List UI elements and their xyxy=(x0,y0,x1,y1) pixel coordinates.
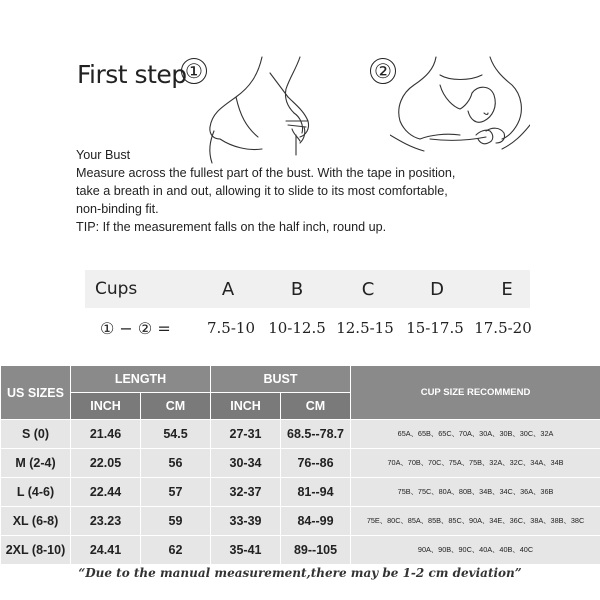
length-inch-cell: 22.44 xyxy=(71,478,141,507)
cup-letter: A xyxy=(221,278,235,300)
cup-letter: D xyxy=(430,278,444,300)
header-length-cm: CM xyxy=(141,393,211,420)
table-row xyxy=(1,536,600,565)
header-bust: BUST xyxy=(211,366,351,393)
step-2-marker: ② xyxy=(370,58,396,84)
length-cm-cell: 62 xyxy=(141,536,211,565)
cup-recommend-cell: 90A、90B、90C、40A、40B、40C xyxy=(351,536,600,565)
cup-letter: C xyxy=(361,278,375,300)
table-row xyxy=(1,478,600,507)
bust-cm-cell: 84--99 xyxy=(281,507,351,536)
cup-recommend-cell: 65A、65B、65C、70A、30A、30B、30C、32A xyxy=(351,420,600,449)
cup-recommend-cell: 75B、75C、80A、80B、34B、34C、36A、36B xyxy=(351,478,600,507)
cup-range: 12.5-15 xyxy=(336,319,394,337)
cup-letter: E xyxy=(501,278,513,300)
instruction-line: Measure across the fullest part of the bust. With the tape in position, xyxy=(76,166,456,180)
size-cell: M (2-4) xyxy=(1,449,71,478)
size-table xyxy=(0,365,600,565)
length-inch-cell: 21.46 xyxy=(71,420,141,449)
bust-cm-cell: 81--94 xyxy=(281,478,351,507)
bust-inch-cell: 30-34 xyxy=(211,449,281,478)
length-cm-cell: 56 xyxy=(141,449,211,478)
table-row xyxy=(1,449,600,478)
cup-recommend-cell: 70A、70B、70C、75A、75B、32A、32C、34A、34B xyxy=(351,449,600,478)
instruction-heading: Your Bust xyxy=(76,148,131,162)
bust-inch-cell: 32-37 xyxy=(211,478,281,507)
size-cell: S (0) xyxy=(1,420,71,449)
header-cup-recommend: CUP SIZE RECOMMEND xyxy=(351,366,600,420)
table-row xyxy=(1,507,600,536)
cup-range: 7.5-10 xyxy=(206,319,255,337)
page-title: First step xyxy=(77,60,187,89)
cup-range: 10-12.5 xyxy=(268,319,326,337)
bust-cm-cell: 89--105 xyxy=(281,536,351,565)
bust-inch-cell: 35-41 xyxy=(211,536,281,565)
cup-range: 17.5-20 xyxy=(474,319,532,337)
size-cell: XL (6-8) xyxy=(1,507,71,536)
table-row xyxy=(1,420,600,449)
header-us-sizes: US SIZES xyxy=(1,366,71,420)
cup-formula: ① − ② = xyxy=(100,318,171,338)
header-length: LENGTH xyxy=(71,366,211,393)
length-inch-cell: 22.05 xyxy=(71,449,141,478)
length-inch-cell: 24.41 xyxy=(71,536,141,565)
cups-label: Cups xyxy=(95,279,138,299)
header-bust-cm: CM xyxy=(281,393,351,420)
bust-inch-cell: 27-31 xyxy=(211,420,281,449)
header-length-inch: INCH xyxy=(71,393,141,420)
instruction-tip: TIP: If the measurement falls on the half inch, round up. xyxy=(76,220,387,234)
size-cell: 2XL (8-10) xyxy=(1,536,71,565)
deviation-note: “Due to the manual measurement,there may be 1-2 cm deviation” xyxy=(78,566,522,580)
instruction-line: take a breath in and out, allowing it to slide to its most comfortable, xyxy=(76,184,448,198)
step-1-marker: ① xyxy=(181,58,207,84)
cup-range: 15-17.5 xyxy=(406,319,464,337)
length-cm-cell: 59 xyxy=(141,507,211,536)
length-cm-cell: 54.5 xyxy=(141,420,211,449)
size-cell: L (4-6) xyxy=(1,478,71,507)
bust-cm-cell: 68.5--78.7 xyxy=(281,420,351,449)
measurement-instructions xyxy=(76,146,546,236)
bust-inch-cell: 33-39 xyxy=(211,507,281,536)
length-inch-cell: 23.23 xyxy=(71,507,141,536)
bust-cm-cell: 76--86 xyxy=(281,449,351,478)
instruction-line: non-binding fit. xyxy=(76,202,159,216)
length-cm-cell: 57 xyxy=(141,478,211,507)
cup-letter: B xyxy=(290,278,304,300)
header-bust-inch: INCH xyxy=(211,393,281,420)
cup-recommend-cell: 75E、80C、85A、85B、85C、90A、34E、36C、38A、38B、38C xyxy=(351,507,600,536)
